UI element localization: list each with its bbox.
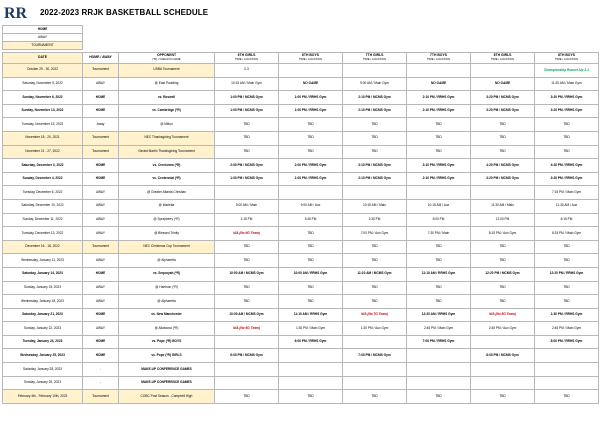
row-cell-6th-girls: N/A (No 6G Team): [215, 322, 279, 336]
row-cell-7th-boys: 2:10 PM / RRHS Gym: [407, 104, 471, 118]
row-cell-6th-boys: 1:30 PM / Main Gym: [279, 322, 343, 336]
row-opponent: vs. Cambridge (*R): [119, 104, 215, 118]
schedule-table: [2, 25, 599, 404]
row-cell-8th-boys: 11:30 AM / Main Gym: [535, 77, 599, 91]
row-opponent: @ Alpharetta: [119, 295, 215, 309]
row-cell-7th-boys: NO GAME: [407, 77, 471, 91]
row-cell-7th-boys: 5:00 PM: [407, 213, 471, 227]
header-7th-girls: [343, 53, 407, 64]
row-opponent: COBC Post Season - Campbell High: [119, 390, 215, 404]
row-cell-6th-girls: 10:00 AM / MCMS Gym: [215, 308, 279, 322]
row-cell-6th-boys: 3:45 PM: [279, 213, 343, 227]
row-home-away: Tournament: [83, 131, 119, 145]
header-opponent-sub: (*R) = REGION GAME: [152, 57, 181, 61]
row-date: Sunday, December 4, 2022: [3, 172, 83, 186]
row-cell-8th-girls: [471, 186, 535, 200]
row-cell-8th-boys: 3:20 PM / RRHS Gym: [535, 172, 599, 186]
row-cell-7th-girls: [343, 335, 407, 349]
row-date: Saturday, November 5, 2022: [3, 77, 83, 91]
row-cell-6th-girls: TBD: [215, 254, 279, 268]
row-home-away: HOME: [83, 349, 119, 363]
row-cell-8th-girls: TBD: [471, 240, 535, 254]
row-cell-6th-girls: [215, 376, 279, 390]
legend-tournament: TOURNAMENT: [3, 42, 83, 50]
schedule-row: [3, 131, 599, 145]
row-cell-6th-girls: 2:00 PM / MCMS Gym: [215, 159, 279, 173]
row-date: Tuesday, December 13, 2022: [3, 227, 83, 241]
row-opponent: vs. Pope (*R) BOYS: [119, 335, 215, 349]
header-col-title: 6TH GIRLS: [237, 53, 256, 58]
row-cell-6th-boys: 1:00 PM / RRHS Gym: [279, 91, 343, 105]
schedule-row: [3, 376, 599, 390]
legend-spacer: [83, 42, 599, 50]
row-cell-6th-girls: 1:15 PM: [215, 213, 279, 227]
row-date: Saturday, January 28, 2023: [3, 363, 83, 377]
row-cell-8th-girls: 11:30 AM / Main: [471, 199, 535, 213]
row-date: Tuesday, January 24, 2023: [3, 335, 83, 349]
schedule-row: [3, 322, 599, 336]
header-col-sub: TIME / LOCATION: [234, 57, 259, 61]
row-date: Sunday, November 6, 2022: [3, 91, 83, 105]
row-home-away: AWAY: [83, 213, 119, 227]
row-opponent: MAKE-UP CONFERENCE GAMES: [119, 376, 215, 390]
schedule-row: [3, 172, 599, 186]
row-opponent: vs. Creekview (*R): [119, 159, 215, 173]
schedule-row: [3, 254, 599, 268]
row-opponent: @ Allatoona (*R): [119, 322, 215, 336]
row-cell-8th-girls: 12:20 PM / MCMS Gym: [471, 267, 535, 281]
row-home-away: AWAY: [83, 281, 119, 295]
row-home-away: Tournament: [83, 145, 119, 159]
logo-text: RR: [4, 5, 28, 22]
row-date: October 29 - 30, 2022: [3, 64, 83, 78]
schedule-row: [3, 390, 599, 404]
row-cell-6th-girls: [215, 186, 279, 200]
row-cell-8th-boys: TBD: [535, 390, 599, 404]
row-cell-7th-girls: TBD: [343, 295, 407, 309]
legend-row: [3, 26, 599, 34]
legend-row: [3, 34, 599, 42]
row-cell-6th-boys: TBD: [279, 131, 343, 145]
row-home-away: AWAY: [83, 254, 119, 268]
row-date: Sunday, January 22, 2023: [3, 322, 83, 336]
row-cell-7th-girls: 2:10 PM / MCMS Gym: [343, 91, 407, 105]
schedule-row: [3, 295, 599, 309]
row-cell-7th-boys: 7:30 PM / Main: [407, 227, 471, 241]
schedule-row: [3, 308, 599, 322]
row-opponent: @ Greater Atlanta Christian: [119, 186, 215, 200]
header-home-away: HOME / AWAY: [83, 53, 119, 64]
row-cell-8th-boys: TBD: [535, 254, 599, 268]
legend-away: AWAY: [3, 34, 83, 42]
row-cell-8th-girls: TBD: [471, 131, 535, 145]
row-cell-8th-boys: 8:00 PM / RRHS Gym: [535, 335, 599, 349]
schedule-row: [3, 267, 599, 281]
header-col-title: 7TH GIRLS: [365, 53, 384, 58]
row-cell-7th-boys: 3:10 PM / RRHS Gym: [407, 159, 471, 173]
row-home-away: AWAY: [83, 295, 119, 309]
row-cell-7th-boys: TBD: [407, 390, 471, 404]
row-cell-7th-girls: 2:10 PM / MCMS Gym: [343, 104, 407, 118]
row-cell-7th-girls: [343, 186, 407, 200]
row-date: Tuesday, November 15, 2022: [3, 118, 83, 132]
schedule-row: [3, 104, 599, 118]
row-cell-8th-boys: 8:15 PM / Main Gym: [535, 227, 599, 241]
row-cell-7th-girls: 7:00 PM / MCMS Gym: [343, 349, 407, 363]
row-cell-8th-boys: TBD: [535, 118, 599, 132]
header-7th-boys: [407, 53, 471, 64]
row-cell-6th-boys: 11:10 AM / RRHS Gym: [279, 308, 343, 322]
row-cell-8th-boys: TBD: [535, 131, 599, 145]
row-cell-7th-boys: TBD: [407, 118, 471, 132]
row-opponent: @ Blessed Trinity: [119, 227, 215, 241]
legend-spacer: [83, 34, 599, 42]
row-cell-8th-girls: TBD: [471, 390, 535, 404]
header-col-title: 8TH BOYS: [558, 53, 575, 58]
row-cell-6th-boys: 1:00 PM / RRHS Gym: [279, 104, 343, 118]
row-cell-8th-boys: TBD: [535, 295, 599, 309]
row-cell-7th-boys: TBD: [407, 145, 471, 159]
row-date: Saturday, January 14, 2023: [3, 267, 83, 281]
row-opponent: vs. Roswell: [119, 91, 215, 105]
row-home-away: HOME: [83, 335, 119, 349]
row-cell-7th-girls: TBD: [343, 145, 407, 159]
row-cell-7th-boys: 7:00 PM / RRHS Gym: [407, 335, 471, 349]
row-cell-6th-boys: [279, 186, 343, 200]
row-cell-8th-boys: 7:15 PM / Main Gym: [535, 186, 599, 200]
row-cell-6th-boys: TBD: [279, 227, 343, 241]
row-cell-8th-girls: TBD: [471, 118, 535, 132]
row-cell-8th-girls: 2:45 PM / Aux Gym: [471, 322, 535, 336]
row-opponent: vs. Pope (*R) GIRLS: [119, 349, 215, 363]
row-cell-6th-boys: TBD: [279, 390, 343, 404]
header-col-title: 6TH BOYS: [302, 53, 319, 58]
schedule-row: [3, 281, 599, 295]
row-cell-6th-girls: TBD: [215, 240, 279, 254]
row-cell-7th-boys: [407, 186, 471, 200]
row-opponent: vs. New Manchester: [119, 308, 215, 322]
header-col-sub: TIME / LOCATION: [362, 57, 387, 61]
header-opponent: [119, 53, 215, 64]
row-cell-6th-boys: NO GAME: [279, 77, 343, 91]
row-cell-7th-boys: [407, 64, 471, 78]
row-cell-8th-girls: 12:00 PM: [471, 213, 535, 227]
row-cell-7th-girls: [343, 376, 407, 390]
row-opponent: @ Harrison (*R): [119, 281, 215, 295]
header-8th-boys: [535, 53, 599, 64]
schedule-row: [3, 240, 599, 254]
header-col-sub: TIME / LOCATION: [298, 57, 323, 61]
row-date: Sunday, November 13, 2022: [3, 104, 83, 118]
header-col-title: 7TH BOYS: [430, 53, 447, 58]
row-cell-8th-boys: 1:30 PM / RRHS Gym: [535, 308, 599, 322]
row-cell-6th-girls: 10:15 AM / Main Gym: [215, 77, 279, 91]
schedule-row: [3, 145, 599, 159]
row-cell-6th-girls: N/A (No 6G Team): [215, 227, 279, 241]
row-cell-8th-girls: 8:15 PM / Aux Gym: [471, 227, 535, 241]
legend-home: HOME: [3, 26, 83, 34]
row-cell-6th-boys: [279, 363, 343, 377]
row-cell-6th-girls: TBD: [215, 390, 279, 404]
schedule-row: [3, 227, 599, 241]
row-cell-7th-boys: 2:10 PM / RRHS Gym: [407, 172, 471, 186]
row-cell-7th-girls: [343, 64, 407, 78]
row-opponent: @ East Paulding: [119, 77, 215, 91]
row-cell-7th-boys: 2:10 PM / RRHS Gym: [407, 91, 471, 105]
row-cell-6th-girls: 1:00 PM / MCMS Gym: [215, 172, 279, 186]
row-opponent: USBA Tournament: [119, 64, 215, 78]
row-cell-6th-boys: 6:00 PM / RRHS Gym: [279, 335, 343, 349]
row-date: Saturday, December 10, 2022: [3, 199, 83, 213]
row-date: Sunday, January 15, 2023: [3, 281, 83, 295]
row-opponent: @ Milton: [119, 118, 215, 132]
row-opponent: NEC Christmas Cup Tournament: [119, 240, 215, 254]
row-cell-8th-girls: TBD: [471, 281, 535, 295]
row-date: Saturday, December 3, 2022: [3, 159, 83, 173]
row-opponent: vs. Centennial (*R): [119, 172, 215, 186]
row-cell-7th-girls: [343, 363, 407, 377]
row-cell-6th-girls: TBD: [215, 281, 279, 295]
row-cell-6th-girls: 6:00 PM / MCMS Gym: [215, 349, 279, 363]
row-home-away: HOME: [83, 104, 119, 118]
row-cell-6th-girls: 1:00 PM / MCMS Gym: [215, 104, 279, 118]
row-cell-6th-boys: TBD: [279, 145, 343, 159]
row-cell-8th-boys: 2:45 PM / Main Gym: [535, 322, 599, 336]
header-6th-girls: [215, 53, 279, 64]
row-cell-7th-boys: [407, 349, 471, 363]
schedule-row: [3, 199, 599, 213]
schedule-row: [3, 363, 599, 377]
row-cell-7th-boys: TBD: [407, 131, 471, 145]
row-cell-8th-girls: 4:20 PM / MCMS Gym: [471, 159, 535, 173]
row-home-away: HOME: [83, 172, 119, 186]
row-cell-6th-boys: TBD: [279, 254, 343, 268]
row-cell-6th-boys: 2:00 PM / RRHS Gym: [279, 159, 343, 173]
row-cell-8th-girls: [471, 64, 535, 78]
row-cell-8th-girls: 3:20 PM / MCMS Gym: [471, 172, 535, 186]
row-home-away: AWAY: [83, 186, 119, 200]
row-cell-8th-girls: TBD: [471, 145, 535, 159]
schedule-row: [3, 64, 599, 78]
row-date: Tuesday, December 6, 2022: [3, 186, 83, 200]
schedule-row: [3, 91, 599, 105]
row-cell-6th-girls: TBD: [215, 295, 279, 309]
row-date: Wednesday, January 18, 2023: [3, 295, 83, 309]
rr-logo: [3, 3, 29, 22]
row-home-away: Tournament: [83, 390, 119, 404]
row-cell-7th-girls: 3:10 PM / MCMS Gym: [343, 159, 407, 173]
header-date: DATE: [3, 53, 83, 64]
row-cell-6th-boys: [279, 349, 343, 363]
row-cell-6th-boys: TBD: [279, 118, 343, 132]
row-cell-6th-girls: 1:00 PM / MCMS Gym: [215, 91, 279, 105]
row-home-away: AWAY: [83, 227, 119, 241]
row-date: Sunday, December 11, 2022: [3, 213, 83, 227]
row-cell-6th-boys: 9:00 AM / Aux: [279, 199, 343, 213]
header-opponent-title: OPPONENT: [156, 53, 177, 58]
row-date: Saturday, January 21, 2023: [3, 308, 83, 322]
row-cell-7th-girls: TBD: [343, 390, 407, 404]
row-cell-7th-boys: [407, 376, 471, 390]
row-cell-6th-boys: 10:00 AM / RRHS Gym: [279, 267, 343, 281]
row-date: Wednesday, January 25, 2023: [3, 349, 83, 363]
row-cell-8th-girls: TBD: [471, 295, 535, 309]
row-cell-7th-girls: TBD: [343, 254, 407, 268]
row-home-away: Away: [83, 118, 119, 132]
row-home-away: Tournament: [83, 240, 119, 254]
row-home-away: Tournament: [83, 64, 119, 78]
schedule-row: [3, 349, 599, 363]
row-date: December 16 - 18, 2022: [3, 240, 83, 254]
schedule-row: [3, 186, 599, 200]
row-opponent: MAKE-UP CONFERENCE GAMES: [119, 363, 215, 377]
row-opponent: vs. Sequoyah (*R): [119, 267, 215, 281]
row-cell-7th-boys: TBD: [407, 254, 471, 268]
row-cell-8th-girls: 8:00 PM / MCMS Gym: [471, 349, 535, 363]
row-cell-6th-girls: [215, 363, 279, 377]
row-home-away: HOME: [83, 267, 119, 281]
row-cell-6th-boys: TBD: [279, 240, 343, 254]
row-cell-8th-boys: TBD: [535, 240, 599, 254]
row-opponent: @ Marietta: [119, 199, 215, 213]
header-col-sub: TIME / LOCATION: [490, 57, 515, 61]
row-cell-6th-girls: TBD: [215, 118, 279, 132]
row-cell-6th-girls: TBD: [215, 145, 279, 159]
row-cell-8th-girls: [471, 376, 535, 390]
row-cell-7th-boys: 12:20 AM / RRHS Gym: [407, 308, 471, 322]
row-home-away: AWAY: [83, 199, 119, 213]
header-row: [3, 53, 599, 64]
row-cell-7th-boys: TBD: [407, 281, 471, 295]
row-cell-7th-girls: 9:00 AM / Main Gym: [343, 77, 407, 91]
row-date: Wednesday, January 11, 2023: [3, 254, 83, 268]
row-cell-6th-girls: 10:00 AM / MCMS Gym: [215, 267, 279, 281]
row-cell-6th-boys: 1:00 PM / RRHS Gym: [279, 172, 343, 186]
row-cell-7th-boys: 2:45 PM / Main Gym: [407, 322, 471, 336]
schedule-row: [3, 335, 599, 349]
row-cell-8th-girls: N/A (No 8G Team): [471, 308, 535, 322]
row-cell-8th-boys: TBD: [535, 281, 599, 295]
row-cell-8th-boys: 4:20 PM / RRHS Gym: [535, 159, 599, 173]
page-title: 2022-2023 RRJK BASKETBALL SCHEDULE: [40, 8, 209, 17]
row-cell-6th-boys: TBD: [279, 281, 343, 295]
row-cell-6th-boys: [279, 376, 343, 390]
schedule-row: [3, 118, 599, 132]
row-cell-8th-boys: 3:20 PM / RRHS Gym: [535, 91, 599, 105]
schedule-row: [3, 213, 599, 227]
row-cell-7th-boys: TBD: [407, 295, 471, 309]
row-cell-8th-girls: [471, 363, 535, 377]
row-cell-8th-girls: 3:20 PM / MCMS Gym: [471, 91, 535, 105]
row-cell-8th-boys: 12:20 PM / RRHS Gym: [535, 267, 599, 281]
row-cell-8th-boys: [535, 349, 599, 363]
row-cell-7th-girls: TBD: [343, 240, 407, 254]
row-cell-8th-girls: NO GAME: [471, 77, 535, 91]
row-opponent: NEC Thanksgiving Tournament: [119, 131, 215, 145]
row-home-away: HOME: [83, 91, 119, 105]
row-cell-7th-girls: 7:00 PM / Aux Gym: [343, 227, 407, 241]
row-cell-8th-girls: TBD: [471, 254, 535, 268]
row-cell-8th-boys: 11:30 AM / Aux: [535, 199, 599, 213]
row-cell-7th-girls: TBD: [343, 281, 407, 295]
row-cell-7th-girls: 1:30 PM / Aux Gym: [343, 322, 407, 336]
header-col-title: 8TH GIRLS: [493, 53, 512, 58]
header-col-sub: TIME / LOCATION: [426, 57, 451, 61]
row-home-away: HOME: [83, 308, 119, 322]
row-cell-6th-girls: [215, 335, 279, 349]
legend-spacer: [83, 26, 599, 34]
row-cell-6th-girls: 0-3: [215, 64, 279, 78]
row-date: Sunday, January 29, 2023: [3, 376, 83, 390]
row-date: November 18 - 20, 2021: [3, 131, 83, 145]
row-cell-7th-girls: TBD: [343, 131, 407, 145]
header-6th-boys: [279, 53, 343, 64]
row-cell-7th-boys: 11:10 AM / RRHS Gym: [407, 267, 471, 281]
schedule-row: [3, 159, 599, 173]
row-opponent: Gerald Martin Thanksgiving Tournament: [119, 145, 215, 159]
header-col-sub: TIME / LOCATION: [554, 57, 579, 61]
row-cell-7th-boys: TBD: [407, 240, 471, 254]
row-cell-7th-girls: 10:15 AM / Main: [343, 199, 407, 213]
row-cell-7th-girls: 2:30 PM: [343, 213, 407, 227]
row-cell-8th-girls: [471, 335, 535, 349]
row-cell-8th-boys: Championship Runner-Up 2-1: [535, 64, 599, 78]
row-cell-7th-girls: TBD: [343, 118, 407, 132]
row-date: November 21 - 27, 2022: [3, 145, 83, 159]
row-cell-8th-boys: TBD: [535, 145, 599, 159]
row-date: February 4th - February 10th, 2023: [3, 390, 83, 404]
row-cell-8th-boys: 6:15 PM: [535, 213, 599, 227]
row-cell-6th-girls: 9:00 AM / Main: [215, 199, 279, 213]
row-cell-8th-girls: 3:20 PM / MCMS Gym: [471, 104, 535, 118]
row-cell-7th-boys: [407, 363, 471, 377]
row-opponent: @ Alpharetta: [119, 254, 215, 268]
legend-row: [3, 42, 599, 50]
row-home-away: HOME: [83, 159, 119, 173]
row-cell-8th-boys: 3:20 PM / RRHS Gym: [535, 104, 599, 118]
row-cell-7th-boys: 10:15 AM / Aux: [407, 199, 471, 213]
row-opponent: @ Sprayberry (*R): [119, 213, 215, 227]
row-home-away: AWAY: [83, 77, 119, 91]
row-cell-7th-girls: 11:10 AM / MCMS Gym: [343, 267, 407, 281]
row-cell-7th-girls: N/A (No 7G Team): [343, 308, 407, 322]
row-cell-6th-girls: TBD: [215, 131, 279, 145]
row-cell-6th-boys: [279, 64, 343, 78]
schedule-row: [3, 77, 599, 91]
header-8th-girls: [471, 53, 535, 64]
row-cell-8th-boys: [535, 376, 599, 390]
row-cell-8th-boys: [535, 363, 599, 377]
row-home-away: AWAY: [83, 322, 119, 336]
row-home-away: -: [83, 376, 119, 390]
row-cell-6th-boys: TBD: [279, 295, 343, 309]
row-home-away: -: [83, 363, 119, 377]
row-cell-7th-girls: 2:10 PM / MCMS Gym: [343, 172, 407, 186]
